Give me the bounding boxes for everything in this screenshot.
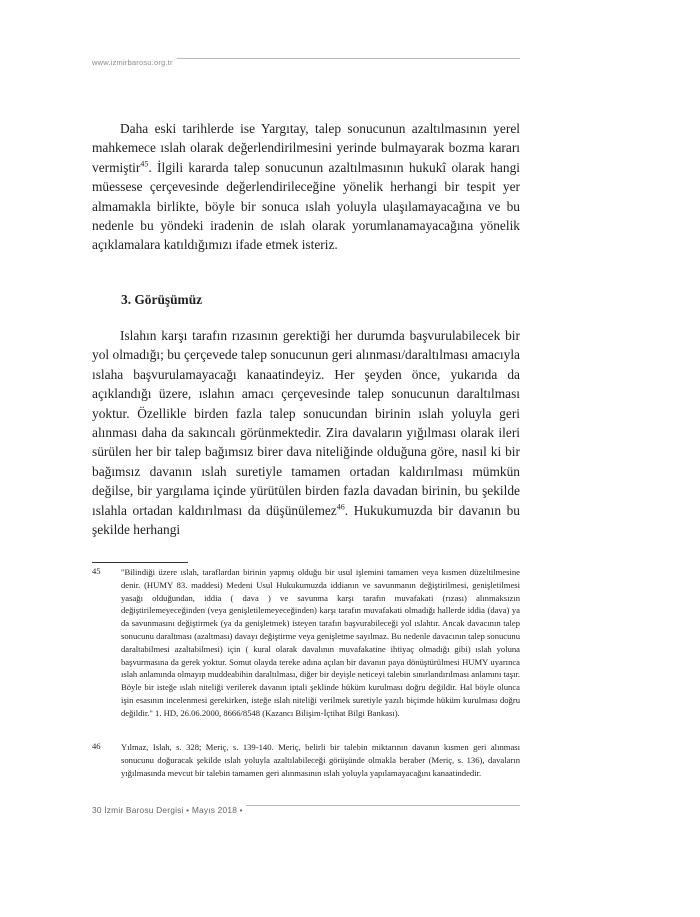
footnote-ref-46: 46 — [336, 502, 345, 512]
footnote-45 — [92, 566, 520, 720]
paragraph-1-text-a: Daha eski tarihlerde ise Yargıtay, talep sonucunun azaltılmasının yerel mahkemece ıslah olarak değerlendirilmesini yerinde bulmayarak bozma kararı vermiştir — [92, 121, 520, 175]
paragraph-2 — [92, 326, 520, 539]
footnote-separator — [92, 562, 188, 563]
paragraph-1-text-b: . İlgili kararda talep sonucunun azaltılmasının hukukî olarak hangi müessese çerçevesinde değerlendirileceğine yönelik herhangi bir tespit yer almamakla birlikte, böyle bir sonuca ıslah yoluyla ulaşılamayacağına ve bu nedenle bu yöndeki iradenin de ıslah olarak yorumlanamayacağına yönelik açıklamalara katıldığımızı ifade etmek isteriz. — [92, 159, 520, 253]
footnote-number: 45 — [92, 566, 101, 576]
footnote-text: Yılmaz, Islah, s. 328; Meriç, s. 139-140. Meriç, belirli bir talebin miktarının davanın kısmen geri alınması sonucunu doğuracak şekilde ıslah yoluyla azaltılabileceği görüşünde olmakla beraber (Meriç, s. 136), davaların yığılmasında mevcut bir talebin tamamen geri alınmasının ıslah yoluyla yapılamayacağını kanaatindedir. — [121, 742, 520, 778]
header-url: www.izmirbarosu.org.tr — [92, 58, 177, 67]
footnote-46 — [92, 741, 520, 779]
footnote-text: "Bilindiği üzere ıslah, taraflardan birinin yapmış olduğu bir usul işlemini tamamen veya kısmen düzeltilmesine denir. (HUMY 83. maddesi) Medeni Usul Hukukumuzda iddianın ve savunmanın değiştirilmesi, genişletilmesi yasağı olduğundan, iddia ( dava ) ve savunma karşı tarafın muvafakati (rızası) alınmaksızın değiştirilemeyeceğinden (veya genişletilemeyeceğinden) karşı tarafın muvafakati olmadığı hallerde iddia (dava) ya da savunmasını değiştirmek (ya da genişletmek) isteyen tarafın başvurabileceği yol ıslahtır. Ancak davacının talep sonucunu daraltması (azaltması) davayı değiştirme veya genişletme sayılmaz. Bu nedenle davacının talep sonucunu daraltabilmesi azaltabilmesi) için ( kural olarak davalının muvafakatine ihtiyaç olmadığı gibi) ıslah yoluna başvurmasına da gerek yoktur. Somut olayda tereke adına açılan bir davanın paya dönüştürülmesi HUMY uyarınca ıslah anlamında olmayıp muddeabihin daraltılması, diğer bir deyişle neticeyi talebin sınırlandırılması anlamını taşır. Böyle bir isteğe ıslah niteliği verilerek davanın iptali şeklinde hüküm kurulması doğru değildir. Hal böyle olunca işin esasının incelenmesi gerekirken, isteğe ıslah niteliği verilmek suretiyle yazılı biçimde hüküm kurulması doğru değildir." 1. HD, 26.06.2000, 8666/8548 (Kazancı Bilişim-İçtihat Bilgi Bankası). — [121, 567, 520, 718]
page-header — [92, 52, 520, 70]
section-heading: 3. Görüşümüz — [121, 292, 203, 307]
footnote-ref-45: 45 — [140, 159, 149, 169]
paragraph-2-text-b: . Hukukumuzda bir davanın bu şekilde herhangi — [92, 502, 520, 538]
page-footer — [92, 800, 520, 815]
footnote-number: 46 — [92, 741, 101, 751]
paragraph-1 — [92, 119, 520, 255]
paragraph-2-text-a: Islahın karşı tarafın rızasının gerektiği her durumda başvurulabilecek bir yol olmadığı; bu çerçevede talep sonucunun geri alınması/daraltılması amacıyla ıslaha başvurulamayacağı kanaatindeyiz. Her şeyden önce, yukarıda da açıklandığı üzere, ıslahın amacı çerçevesinde talep sonucunun daraltılması yoktur. Özellikle birden fazla talep sonucundan birinin ıslah yoluyla geri alınması daha da sakıncalı görünmektedir. Zira davaların yığılması olarak ileri sürülen her bir talep bağımsız birer dava niteliğinde olduğuna göre, nasıl ki bir bağımsız davanın ıslah suretiyle tamamen ortadan kaldırılması mümkün değilse, bir yargılama içinde yürütülen birden fazla davadan birinin, bu şekilde ıslahla ortadan kaldırılması da düşünülemez — [92, 328, 520, 518]
footer-text: 30 İzmir Barosu Dergisi • Mayıs 2018 • — [92, 805, 246, 815]
